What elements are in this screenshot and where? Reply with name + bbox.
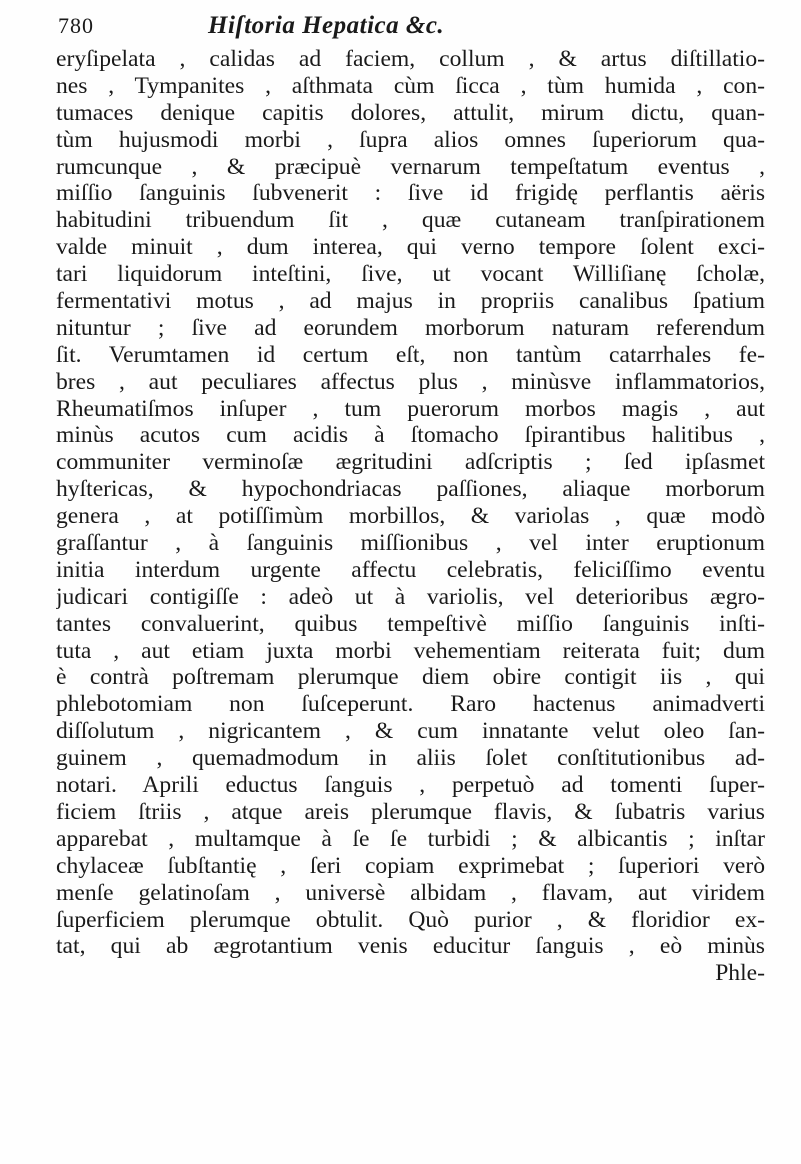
text-line: miſſio ſanguinis ſubvenerit : ſive id frigidę perflantis aëris xyxy=(56,180,765,207)
body-text xyxy=(56,46,765,987)
text-line: diſſolutum , nigricantem , & cum innatante velut oleo ſan- xyxy=(56,718,765,745)
text-line: ſit. Verumtamen id certum eſt, non tantùm catarrhales fe- xyxy=(56,341,765,368)
text-line: ſuperficiem plerumque obtulit. Quò purior , & floridior ex- xyxy=(56,906,765,933)
text-line: eryſipelata , calidas ad faciem, collum , & artus diſtillatio- xyxy=(56,46,765,72)
text-line: menſe gelatinoſam , universè albidam , flavam, aut viridem xyxy=(56,879,765,906)
text-line: rumcunque , & præcipuè vernarum tempeſtatum eventus , xyxy=(56,153,765,180)
text-line: Rheumatiſmos inſuper , tum puerorum morbos magis , aut xyxy=(56,395,765,422)
text-line: valde minuit , dum interea, qui verno tempore ſolent exci- xyxy=(56,234,765,261)
text-line: nes , Tympanites , aſthmata cùm ſicca , tùm humida , con- xyxy=(56,72,765,99)
text-line: ficiem ſtriis , atque areis plerumque flavis, & ſubatris varius xyxy=(56,798,765,825)
running-title: Hiſtoria Hepatica &c. xyxy=(208,12,445,39)
text-line: judicari contigiſſe : adeò ut à variolis, vel deterioribus ægro- xyxy=(56,583,765,610)
catchword: Phle- xyxy=(715,960,765,987)
text-line: tumaces denique capitis dolores, attulit, mirum dictu, quan- xyxy=(56,99,765,126)
text-line: initia interdum urgente affectu celebratis, feliciſſimo eventu xyxy=(56,556,765,583)
text-line: tùm hujusmodi morbi , ſupra alios omnes ſuperiorum qua- xyxy=(56,126,765,153)
text-line: tari liquidorum inteſtini, ſive, ut vocant Williſianę ſcholæ, xyxy=(56,261,765,288)
text-line: apparebat , multamque à ſe ſe turbidi ; & albicantis ; inſtar xyxy=(56,825,765,852)
text-line: habitudini tribuendum ſit , quæ cutaneam tranſpirationem xyxy=(56,207,765,234)
page-number: 780 xyxy=(58,13,94,38)
page-header xyxy=(58,12,765,46)
text-line: genera , at potiſſimùm morbillos, & variolas , quæ modò xyxy=(56,503,765,530)
text-line: communiter verminoſæ ægritudini adſcriptis ; ſed ipſasmet xyxy=(56,449,765,476)
text-line: hyſtericas, & hypochondriacas paſſiones, aliaque morborum xyxy=(56,476,765,503)
text-line: chylaceæ ſubſtantię , ſeri copiam exprimebat ; ſuperiori verò xyxy=(56,852,765,879)
text-line: guinem , quemadmodum in aliis ſolet conſtitutionibus ad- xyxy=(56,745,765,772)
text-line: tantes convaluerint, quibus tempeſtivè miſſio ſanguinis inſti- xyxy=(56,610,765,637)
text-line: fermentativi motus , ad majus in propriis canalibus ſpatium xyxy=(56,288,765,315)
text-line: tat, qui ab ægrotantium venis educitur ſanguis , eò minùs xyxy=(56,933,765,960)
text-line: bres , aut peculiares affectus plus , minùsve inflammatorios, xyxy=(56,368,765,395)
text-line: phlebotomiam non ſuſceperunt. Raro hactenus animadverti xyxy=(56,691,765,718)
text-line: è contrà poſtremam plerumque diem obire contigit iis , qui xyxy=(56,664,765,691)
text-line: notari. Aprili eductus ſanguis , perpetuò ad tomenti ſuper- xyxy=(56,772,765,799)
text-line: minùs acutos cum acidis à ſtomacho ſpirantibus halitibus , xyxy=(56,422,765,449)
text-line: nituntur ; ſive ad eorundem morborum naturam referendum xyxy=(56,314,765,341)
text-line: tuta , aut etiam juxta morbi vehementiam reiterata fuit; dum xyxy=(56,637,765,664)
text-line: graſſantur , à ſanguinis miſſionibus , vel inter eruptionum xyxy=(56,530,765,557)
